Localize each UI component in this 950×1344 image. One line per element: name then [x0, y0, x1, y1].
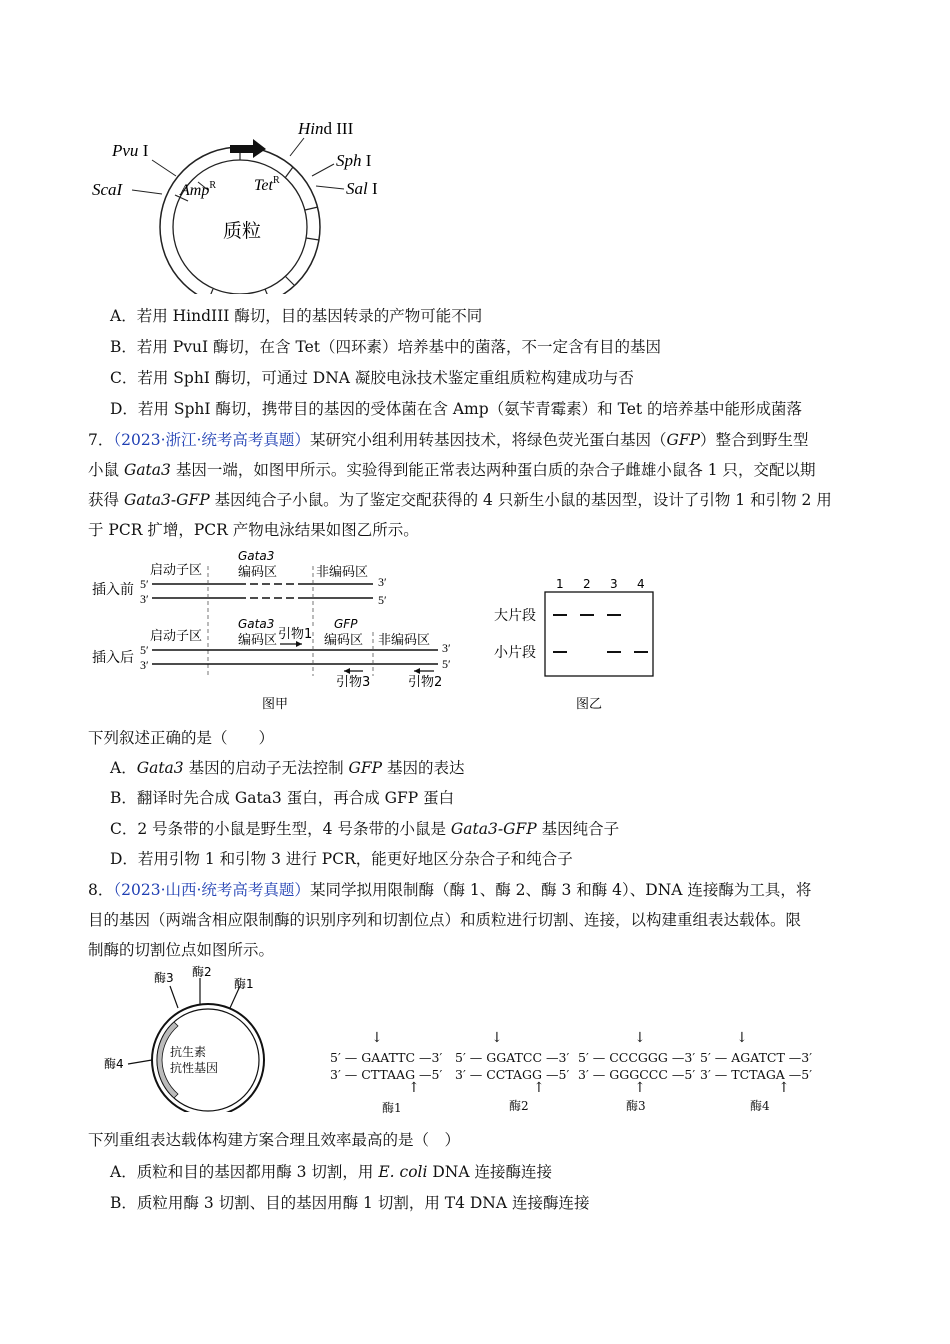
q7-line-4: 于 PCR 扩增，PCR 产物电泳结果如图乙所示。 [88, 521, 419, 539]
q7-line-1: 7．（2023·浙江·统考高考真题）某研究小组利用转基因技术，将绿色荧光蛋白基因（GFP）整合到野生型 [88, 431, 809, 449]
q6-option-b: B．若用 PvuI 酶切，在含 Tet（四环素）培养基中的菌落，不一定含有目的基因 [110, 338, 662, 356]
cut-arrow-icon: ↑ [634, 1080, 646, 1096]
plasmid-center-label: 质粒 [223, 220, 262, 242]
enzyme3-site-label: 酶3 [154, 971, 174, 985]
lane-label-2: 2 [583, 577, 591, 591]
lane-label-1: 1 [556, 577, 564, 591]
svg-text:5′: 5′ [140, 577, 149, 591]
svg-text:引物1: 引物1 [278, 627, 313, 642]
lane-label-3: 3 [610, 577, 618, 591]
enzyme2-site-label: 酶2 [192, 965, 212, 979]
q7-option-a: A．Gata3 基因的启动子无法控制 GFP 基因的表达 [110, 759, 465, 777]
cut-arrow-icon: ↓ [736, 1030, 748, 1046]
pvu-site-label: Pvu I [112, 141, 149, 160]
cut-arrow-icon: ↓ [634, 1030, 646, 1046]
q8-stem: 下列重组表达载体构建方案合理且效率最高的是（ ） [88, 1131, 461, 1149]
cut-arrow-icon: ↓ [371, 1030, 383, 1046]
plasmid2-figure [100, 962, 280, 1112]
svg-text:3′: 3′ [140, 658, 149, 672]
gene-label-line1: 抗生素 [170, 1045, 207, 1059]
q6-option-c: C．若用 SphI 酶切，可通过 DNA 凝胶电泳技术鉴定重组质粒构建成功与否 [110, 369, 634, 387]
hind-site-label: Hind III [298, 119, 354, 138]
figure-yi [490, 570, 670, 714]
svg-text:5′: 5′ [378, 593, 387, 607]
q8-line-1: 8．（2023·山西·统考高考真题）某同学拟用限制酶（酶 1、酶 2、酶 3 和酶 4）、DNA 连接酶为工具，将 [88, 881, 812, 899]
q6-option-d: D．若用 SphI 酶切，携带目的基因的受体菌在含 Amp（氨苄青霉素）和 Tet 的培养基中能形成菌落 [110, 400, 803, 418]
amp-label: Amp$^R$ [180, 180, 216, 199]
before-insert-label: 插入前 [92, 582, 134, 598]
svg-text:非编码区: 非编码区 [378, 633, 431, 648]
q8-line-2: 目的基因（两端含相应限制酶的识别序列和切割位点）和质粒进行切割、连接，以构建重组表达载体。限 [88, 911, 802, 929]
small-fragment-label: 小片段 [494, 645, 536, 661]
gene-label-line2: 抗性基因 [170, 1061, 219, 1075]
svg-text:编码区: 编码区 [324, 633, 364, 648]
after-insert-label: 插入后 [92, 650, 134, 666]
svg-text:3′: 3′ [378, 575, 387, 589]
sal-site-label: Sal I [346, 179, 378, 198]
svg-text:3′: 3′ [140, 592, 149, 606]
svg-text:5′: 5′ [442, 657, 451, 671]
figure-yi-caption: 图乙 [576, 697, 603, 712]
cut-arrow-icon: ↑ [778, 1080, 790, 1096]
figure-jia-caption: 图甲 [262, 697, 289, 712]
q8-source: （2023·山西·统考高考真题） [113, 881, 310, 899]
svg-text:5′: 5′ [140, 643, 149, 657]
svg-text:非编码区: 非编码区 [316, 565, 369, 580]
figure-jia [88, 548, 468, 714]
q7-option-d: D．若用引物 1 和引物 3 进行 PCR，能更好地区分杂合子和纯合子 [110, 850, 573, 868]
lane-label-4: 4 [637, 577, 645, 591]
q7-line-3: 获得 Gata3-GFP 基因纯合子小鼠。为了鉴定交配获得的 4 只新生小鼠的基因型，设计了引物 1 和引物 2 用 [88, 491, 832, 509]
enzyme-sequences: ↓ 5′ — GAATTC —3′ 3′ — CTTAAG —5′ ↑ 酶1 ↓ 5′ — GGATCC —3′ 3′ — CCTAGG —5′ ↑ 酶2 ↓ 5′ — CCCGGG —3′ 3′ — GGGCCC —5′ ↑ 酶3 ↓ 5′ — AGATCT —3′ 3′ — TCTAGA —5′ ↑ 酶4 [330, 1030, 813, 1115]
enzyme4-site-label: 酶4 [104, 1057, 124, 1071]
large-fragment-label: 大片段 [494, 608, 536, 624]
svg-text:Gata3: Gata3 [238, 617, 275, 631]
svg-text:启动子区: 启动子区 [150, 563, 203, 578]
q6-option-a: A．若用 HindIII 酶切，目的基因转录的产物可能不同 [110, 307, 483, 325]
cut-arrow-icon: ↑ [408, 1080, 420, 1096]
svg-text:GFP: GFP [334, 617, 358, 631]
svg-text:编码区: 编码区 [238, 633, 278, 648]
promoter-arrow-icon [230, 139, 266, 158]
q8-line-3: 制酶的切割位点如图所示。 [88, 941, 275, 959]
tet-label: Tet$^R$ [254, 175, 280, 194]
svg-text:启动子区: 启动子区 [150, 629, 203, 644]
svg-text:Gata3: Gata3 [238, 549, 275, 563]
cut-arrow-icon: ↓ [491, 1030, 503, 1046]
plasmid-figure [90, 112, 390, 294]
q7-option-b: B．翻译时先合成 Gata3 蛋白，再合成 GFP 蛋白 [110, 789, 455, 807]
q8-option-b: B．质粒用酶 3 切割、目的基因用酶 1 切割，用 T4 DNA 连接酶连接 [110, 1194, 590, 1212]
sca-site-label: ScaI [92, 180, 123, 199]
svg-text:编码区: 编码区 [238, 565, 278, 580]
q7-line-2: 小鼠 Gata3 基因一端，如图甲所示。实验得到能正常表达两种蛋白质的杂合子雌雄小鼠各 1 只，交配以期 [88, 461, 816, 479]
svg-text:引物3: 引物3 [336, 675, 371, 690]
cut-arrow-icon: ↑ [533, 1080, 545, 1096]
q7-source: （2023·浙江·统考高考真题） [113, 431, 310, 449]
q8-option-a: A．质粒和目的基因都用酶 3 切割，用 E. coli DNA 连接酶连接 [110, 1163, 552, 1181]
q7-option-c: C．2 号条带的小鼠是野生型，4 号条带的小鼠是 Gata3-GFP 基因纯合子 [110, 820, 620, 838]
sph-site-label: Sph I [336, 151, 372, 170]
svg-text:3′: 3′ [442, 641, 451, 655]
svg-text:引物2: 引物2 [408, 675, 443, 690]
q7-stem: 下列叙述正确的是（ ） [88, 729, 275, 747]
enzyme1-site-label: 酶1 [234, 977, 254, 991]
